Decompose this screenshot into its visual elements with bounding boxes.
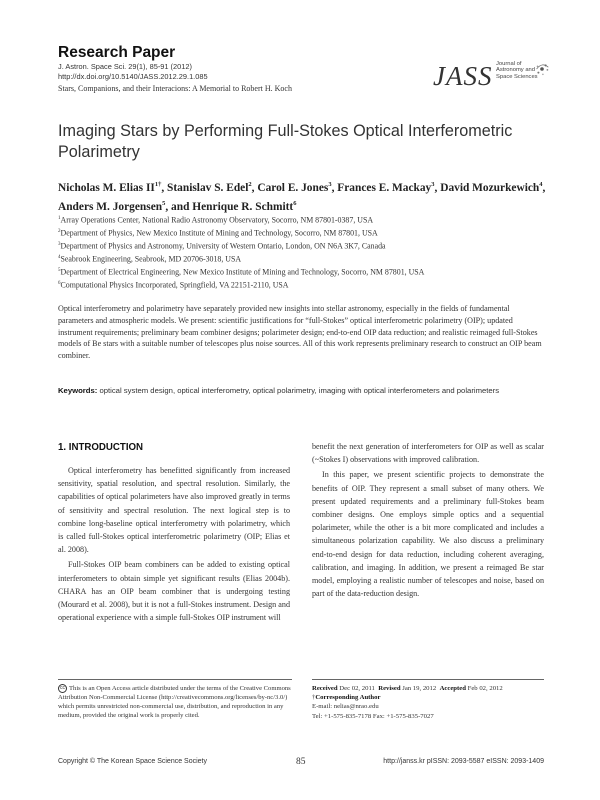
affiliation-list (58, 213, 558, 291)
license-text: This is an Open Access article distributed under the terms of the Creative Commons Attribution Non-Commercial License (http://creativecommons.org/licenses/by-nc/3.0/) which permits unrestricted non-commercial use, distribution, and reproduction in any medium, provided the original work is properly cited. (58, 685, 291, 719)
body-paragraph: In this paper, we present scientific projects to demonstrate the benefits of OIP. They represent a small subset of many others. We present updated requirements and a preliminary full-Stokes beam combiner designs. One employs simple optics and a sequential polarimeter, while the other is a bit more complicated and includes a simultaneous polarization capability. We also discuss a preliminary end-to-end design for data reduction, including coherent averaging, calibration, and imaging. In addition, we present a reimaged Be star model, employing a realistic number of telescopes and noise, based on part of the data-reduction design. (312, 470, 544, 599)
body-column-left (58, 464, 290, 626)
author-name: Stanislav S. Edel (167, 181, 249, 194)
keywords-text: optical system design, optical interferometry, optical polarimetry, imaging with optical interferometers and polarimeters (97, 386, 500, 395)
swirl-icon (533, 60, 551, 78)
author-name: Frances E. Mackay (337, 181, 432, 194)
affiliation-text: Department of Physics, New Mexico Institute of Mining and Technology, Socorro, NM 87801, USA (60, 228, 378, 238)
author-name: Anders M. Jorgensen (58, 201, 163, 214)
keywords (58, 385, 544, 396)
issn-info: http://janss.kr pISSN: 2093-5587 eISSN: 2093-1409 (383, 758, 544, 765)
paper-title: Imaging Stars by Performing Full-Stokes Optical Interferometric Polarimetry (58, 122, 513, 161)
author-name: Henrique R. Schmitt (192, 201, 294, 214)
author-affil-mark: 3 (328, 181, 332, 188)
copyright: Copyright © The Korean Space Science Society (58, 758, 207, 765)
affiliation-text: Department of Physics and Astronomy, University of Western Ontario, London, ON N6A 3K7, Canada (60, 241, 386, 251)
footer-divider (58, 679, 292, 680)
received-date: Dec 02, 2011 (339, 685, 375, 692)
page-number: 85 (296, 757, 306, 767)
footer-divider (312, 679, 544, 680)
body-paragraph: benefit the next generation of interferometers for OIP as well as scalar (~Stokes I) observations with improved calibration. (312, 442, 544, 465)
author-affil-mark: 3 (431, 181, 435, 188)
date-line (312, 684, 552, 693)
affiliation-number: 3 (58, 241, 61, 247)
affiliation-number: 4 (58, 254, 61, 260)
revised-label: Revised (378, 685, 401, 692)
received-label: Received (312, 685, 338, 692)
abstract: Optical interferometry and polarimetry have separately provided new insights into stellar astronomy, especially in the fields of fundamental parameters and atmospheric models. We present: scientific justifications for “full-Stokes” optical interferometric polarimetry (OIP); updated instrument requirements; preliminary beam combiner designs; polarimeter design; end-to-end OIP data reduction; and realistic reimaged full-Stokes models of Be stars with a suitable number of telescopes plus noise sources. All of this work represents preliminary research to construct an OIP beam combiner. (58, 304, 542, 361)
author-affil-mark: 2 (248, 181, 252, 188)
affiliation-text: Seabrook Engineering, Seabrook, MD 20706-3018, USA (60, 254, 242, 264)
special-issue-title: Stars, Companions, and their Interacions: A Memorial to Robert H. Koch (58, 84, 292, 93)
email[interactable]: E-mail: nelias@nrao.edu (312, 703, 379, 711)
affiliation (58, 265, 558, 278)
phone: Tel: +1-575-835-7178 Fax: +1-575-835-7027 (312, 712, 434, 720)
affiliation-number: 2 (58, 228, 61, 234)
revised-date: Jan 19, 2012 (402, 685, 437, 692)
logo-subtitle-line: Space Sciences (496, 73, 538, 80)
affiliation-text: Computational Physics Incorporated, Springfield, VA 22151-2110, USA (60, 280, 289, 290)
author-affil-mark: 5 (162, 200, 166, 208)
corresponding-label: Corresponding Author (315, 694, 381, 702)
affiliation (58, 213, 558, 226)
affiliation (58, 252, 558, 265)
author-list: Nicholas M. Elias $II^{1\dagger}$, Stanislav S. Edel$^2$, Carol E. Jones$^3$, Frances E. Mackay$^3$, David Mozurkewich$^4$, Anders M. Jorgensen$^5$, and Henrique R. Schmitt$^6$ (58, 181, 546, 214)
author-affil-mark: 4 (539, 181, 543, 188)
author-name: Nicholas M. Elias II (58, 181, 155, 194)
author-affil-mark: 6 (293, 200, 297, 208)
keywords-label: Keywords: (58, 386, 98, 395)
body-column-right (312, 440, 544, 602)
accepted-label: Accepted (439, 685, 466, 692)
logo-wordmark: JASS (433, 61, 493, 91)
body-paragraph: Optical interferometry has benefitted significantly from increased sensitivity, spatial resolution, and spectral resolution. Similarly, the capabilities of optical polarimeters have also improved greatly in terms of sensitivity and spectral resolution. The next logical step is to combine long-baseline optical interferometry with polarimetry, which is called full-Stokes optical interferometric polarimetry (OIP; Elias et al. 2008). (58, 466, 290, 555)
doi-link[interactable]: http://dx.doi.org/10.5140/JASS.2012.29.1.085 (58, 72, 208, 81)
affiliation-number: 1 (58, 216, 61, 221)
affiliation-number: 6 (58, 280, 61, 286)
author-name: Carol E. Jones (257, 181, 329, 194)
corresponding-author (312, 693, 552, 702)
affiliation-text: Department of Electrical Engineering, New Mexico Institute of Mining and Technology, Socorro, NM 87801, USA (60, 267, 425, 277)
affiliation-text: Array Operations Center, National Radio Astronomy Observatory, Socorro, NM 87801-0387, USA (60, 215, 374, 225)
section-heading: 1. INTRODUCTION (58, 442, 144, 453)
affiliation-number: 5 (58, 267, 61, 273)
body-paragraph: Full-Stokes OIP beam combiners can be added to existing optical interferometers to obtain simple yet significant results (Elias 2004b). CHARA has an OIP beam combiner that is undergoing testing (Mourard et al. 2008), but it is not a full-Stokes instrument. Design and operational experience with a simple full-Stokes OIP instrument will (58, 560, 290, 623)
affiliation (58, 226, 558, 239)
article-type: Research Paper (58, 44, 176, 61)
author-name: David Mozurkewich (440, 181, 540, 194)
corresponding-mark: † (312, 694, 316, 702)
logo-subtitle-line: Astronomy and (496, 67, 535, 74)
cc-icon: cc (60, 685, 65, 691)
article-history (312, 684, 552, 721)
journal-header (58, 44, 438, 94)
affiliation (58, 278, 558, 291)
citation: J. Astron. Space Sci. 29(1), 85-91 (2012) (58, 62, 192, 71)
logo-subtitle (496, 61, 538, 80)
author-affil-mark: 1† (154, 181, 162, 188)
affiliation (58, 239, 558, 252)
jass-logo (433, 58, 553, 98)
logo-subtitle-line: Journal of (496, 61, 522, 67)
license-note (58, 684, 292, 721)
accepted-date: Feb 02, 2012 (467, 685, 503, 692)
